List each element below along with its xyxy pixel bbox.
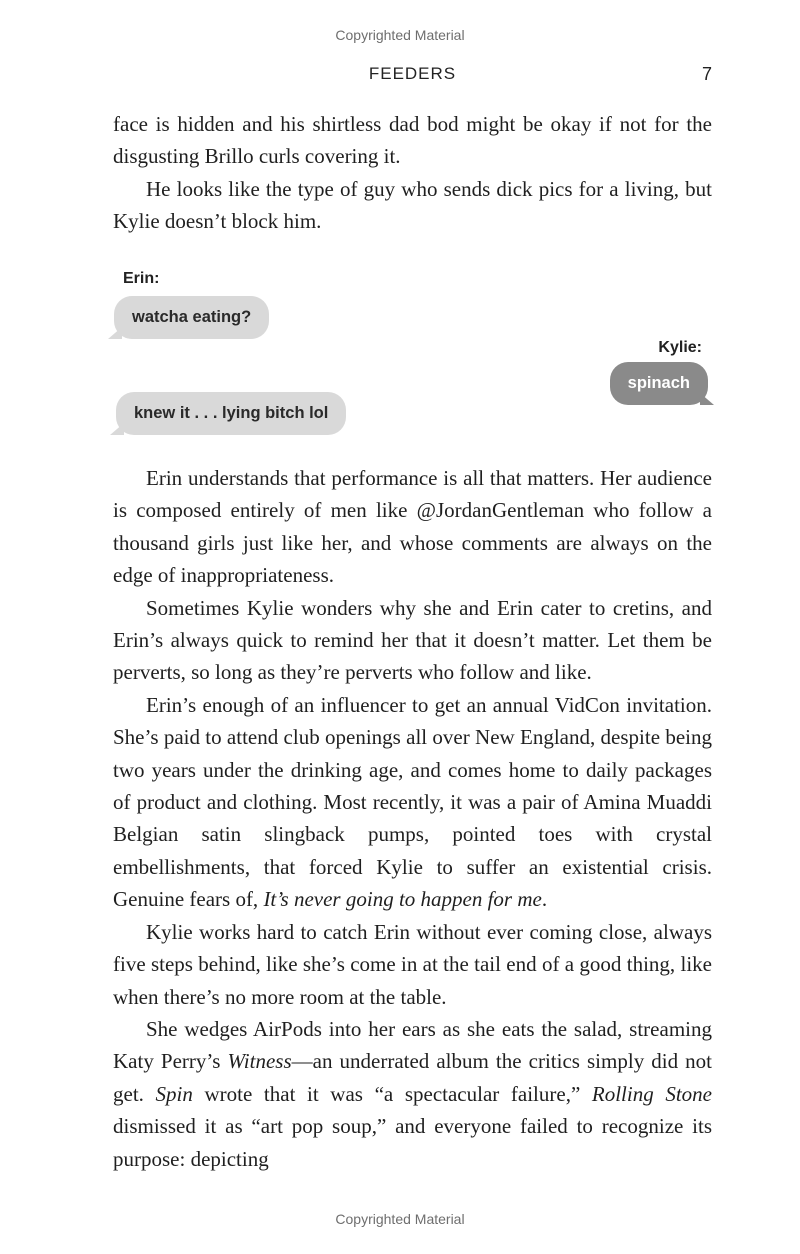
copyright-watermark-top: Copyrighted Material <box>335 27 465 43</box>
running-title: FEEDERS <box>368 64 457 83</box>
text-message-thread <box>113 266 712 441</box>
paragraph-text: wrote that it was “a spectacular failure,” <box>192 1081 592 1106</box>
sender-label-erin: Erin: <box>123 270 160 287</box>
paragraph-text: She wedges AirPods into her ears as she eats the salad, streaming Katy Perry’s <box>113 1016 712 1074</box>
body-text-top <box>113 108 712 238</box>
italic-publication-title: Rolling Stone <box>591 1081 712 1106</box>
paragraph: Erin understands that performance is all that matters. Her audience is composed entirely of men like @JordanGentleman who follow a thousand girls just like her, and whose comments are always on the edge of inappropriateness. <box>113 466 712 588</box>
italic-album-title: Witness <box>227 1049 292 1074</box>
italic-publication-title: Spin <box>155 1081 193 1106</box>
running-head <box>113 64 712 88</box>
paragraph-text: Erin’s enough of an influencer to get an annual VidCon invitation. She’s paid to attend club openings all over New England, despite being two years under the drinking age, and comes home to daily packages of product and clothing. Most recently, it was a pair of Amina Muaddi Belgian satin slingback pumps, pointed toes with crystal embellishments, that forced Kylie to suffer an existential crisis. Genuine fears of, <box>113 692 712 912</box>
message-bubble-incoming: knew it . . . lying bitch lol <box>116 392 346 435</box>
paragraph <box>113 689 712 916</box>
message-bubble-outgoing: spinach <box>610 362 708 405</box>
message-bubble-incoming: watcha eating? <box>114 296 269 339</box>
paragraph: Sometimes Kylie wonders why she and Erin cater to cretins, and Erin’s always quick to remind her that it doesn’t matter. Let them be perverts, so long as they’re perverts who follow and like. <box>113 595 712 685</box>
paragraph-text: . <box>541 887 548 912</box>
sender-label-kylie: Kylie: <box>658 339 702 356</box>
page-number: 7 <box>701 64 712 84</box>
paragraph: He looks like the type of guy who sends dick pics for a living, but Kylie doesn’t block him. <box>113 176 712 234</box>
body-text-main <box>113 462 712 1175</box>
italic-phrase: It’s never going to happen for me <box>263 887 542 912</box>
paragraph: Kylie works hard to catch Erin without ever coming close, always five steps behind, like she’s come in at the tail end of a good thing, like when there’s no more room at the table. <box>113 919 712 1009</box>
paragraph-continued: face is hidden and his shirtless dad bod might be okay if not for the disgusting Brillo curls covering it. <box>113 112 712 169</box>
paragraph-text: —an underrated album the critics simply did not get. <box>113 1049 712 1106</box>
paragraph-text: dismissed it as “art pop soup,” and everyone failed to recognize its purpose: depicting <box>113 1114 712 1171</box>
paragraph <box>113 1013 712 1175</box>
copyright-watermark-bottom: Copyrighted Material <box>335 1211 465 1227</box>
